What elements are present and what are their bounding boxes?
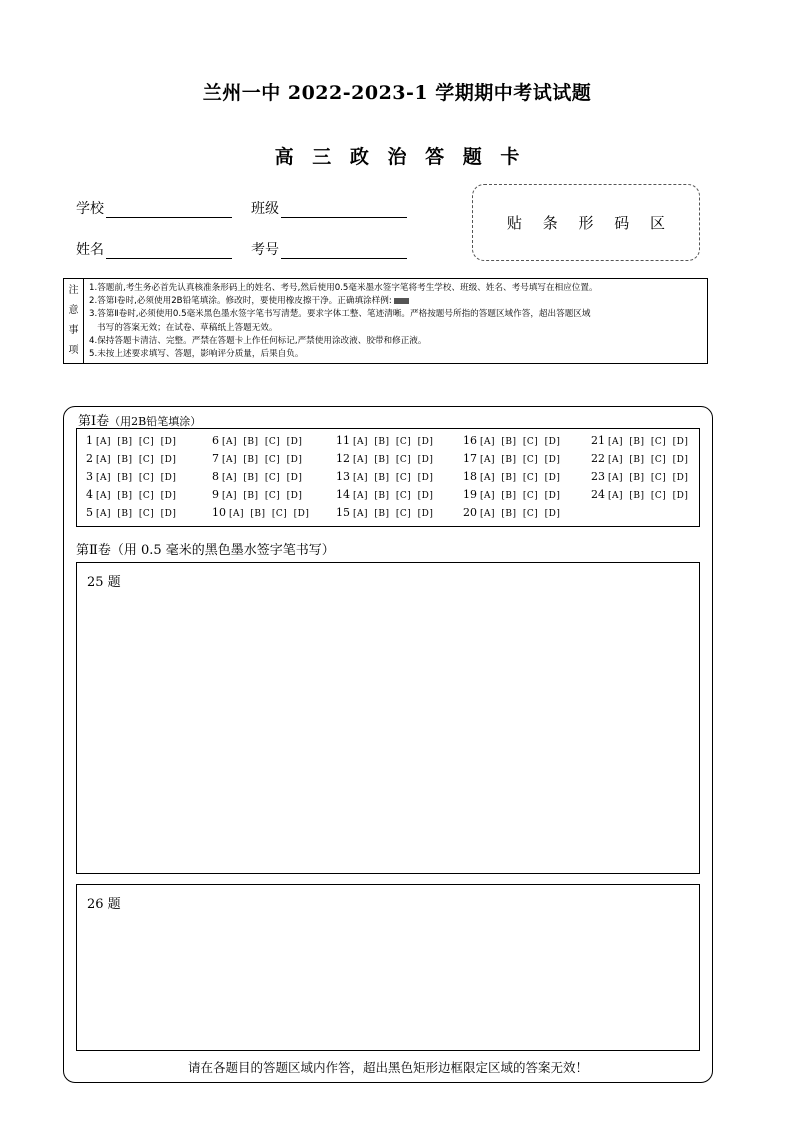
question-number: 13 — [336, 470, 350, 483]
answer-options[interactable]: [A] [B] [C] [D] — [229, 509, 310, 519]
choice-question[interactable] — [591, 488, 688, 501]
answer-options[interactable]: [A] [B] [C] [D] — [608, 473, 689, 483]
question-number: 19 — [463, 488, 477, 501]
question-number: 14 — [336, 488, 350, 501]
answer-options[interactable]: [A] [B] [C] [D] — [96, 455, 177, 465]
answer-options[interactable]: [A] [B] [C] [D] — [96, 509, 177, 519]
name-field[interactable] — [76, 239, 232, 259]
choice-question[interactable] — [212, 452, 302, 465]
question-number: 11 — [336, 434, 350, 447]
choice-question[interactable] — [463, 452, 560, 465]
question-number: 10 — [212, 506, 226, 519]
question-number: 21 — [591, 434, 605, 447]
question-number: 23 — [591, 470, 605, 483]
choice-grid — [76, 428, 700, 527]
answer-options[interactable]: [A] [B] [C] [D] — [353, 473, 434, 483]
answer-options[interactable]: [A] [B] [C] [D] — [222, 437, 303, 447]
question-number: 3 — [86, 470, 93, 483]
answer-options[interactable]: [A] [B] [C] [D] — [96, 437, 177, 447]
barcode-area — [472, 184, 700, 261]
notice-label-char: 项 — [68, 345, 79, 356]
answer-options[interactable]: [A] [B] [C] [D] — [222, 491, 303, 501]
name-line[interactable] — [106, 245, 232, 259]
question-number: 9 — [212, 488, 219, 501]
question-number: 20 — [463, 506, 477, 519]
card-subtitle: 高 三 政 治 答 题 卡 — [274, 146, 520, 168]
choice-question[interactable] — [86, 488, 176, 501]
notice-line: 5.未按上述要求填写、答题，影响评分质量，后果自负。 — [89, 349, 304, 360]
notice-line: 2.答第Ⅰ卷时,必须使用2B铅笔填涂。修改时，要使用橡皮擦干净。正确填涂样例: — [89, 296, 392, 307]
notice-label-char: 事 — [68, 325, 79, 336]
question-number: 16 — [463, 434, 477, 447]
fill-sample-mark — [394, 298, 409, 304]
barcode-label: 贴 条 形 码 区 — [506, 214, 666, 232]
answer-options[interactable]: [A] [B] [C] [D] — [353, 437, 434, 447]
name-label: 姓名 — [76, 242, 104, 258]
choice-question[interactable] — [336, 488, 433, 501]
class-line[interactable] — [281, 204, 407, 218]
choice-question[interactable] — [212, 434, 302, 447]
question-number: 22 — [591, 452, 605, 465]
answer-options[interactable]: [A] [B] [C] [D] — [480, 455, 561, 465]
footer-warning: 请在各题目的答题区域内作答，超出黑色矩形边框限定区域的答案无效！ — [187, 1060, 588, 1075]
answer-options[interactable]: [A] [B] [C] [D] — [480, 509, 561, 519]
question-number: 8 — [212, 470, 219, 483]
question-number: 18 — [463, 470, 477, 483]
choice-question[interactable] — [591, 470, 688, 483]
question-number: 7 — [212, 452, 219, 465]
question-number: 17 — [463, 452, 477, 465]
section1-label: 第Ⅰ卷 — [78, 414, 110, 429]
choice-question[interactable] — [86, 470, 176, 483]
question-25-label: 25 题 — [87, 575, 121, 590]
choice-question[interactable] — [86, 506, 176, 519]
school-line[interactable] — [106, 204, 232, 218]
answer-options[interactable]: [A] [B] [C] [D] — [353, 455, 434, 465]
choice-question[interactable] — [463, 506, 560, 519]
answer-options[interactable]: [A] [B] [C] [D] — [353, 509, 434, 519]
answer-options[interactable]: [A] [B] [C] [D] — [480, 473, 561, 483]
exam-no-line[interactable] — [281, 245, 407, 259]
choice-question[interactable] — [463, 488, 560, 501]
school-field[interactable] — [76, 198, 232, 218]
notice-label — [64, 279, 84, 363]
choice-question[interactable] — [336, 452, 433, 465]
answer-options[interactable]: [A] [B] [C] [D] — [480, 437, 561, 447]
answer-options[interactable]: [A] [B] [C] [D] — [96, 473, 177, 483]
choice-question[interactable] — [336, 434, 433, 447]
answer-options[interactable]: [A] [B] [C] [D] — [96, 491, 177, 501]
choice-question[interactable] — [463, 434, 560, 447]
choice-question[interactable] — [591, 452, 688, 465]
notice-label-char: 注 — [68, 285, 79, 296]
answer-options[interactable]: [A] [B] [C] [D] — [222, 473, 303, 483]
answer-options[interactable]: [A] [B] [C] [D] — [608, 455, 689, 465]
notice-line: 1.答题前,考生务必首先认真核准条形码上的姓名、考号,然后使用0.5毫米墨水签字笔将考生学校、班级、姓名、考号填写在相应位置。 — [89, 283, 598, 293]
choice-question[interactable] — [212, 488, 302, 501]
choice-question[interactable] — [86, 434, 176, 447]
question-number: 5 — [86, 506, 93, 519]
question-number: 12 — [336, 452, 350, 465]
class-label: 班级 — [251, 201, 279, 217]
question-number: 1 — [86, 434, 93, 447]
page-title: 兰州一中 2022-2023-1 学期期中考试试题 — [202, 82, 592, 104]
choice-question[interactable] — [463, 470, 560, 483]
answer-options[interactable]: [A] [B] [C] [D] — [480, 491, 561, 501]
question-number: 6 — [212, 434, 219, 447]
question-number: 4 — [86, 488, 93, 501]
school-label: 学校 — [76, 201, 104, 217]
question-number: 24 — [591, 488, 605, 501]
notice-box — [63, 278, 708, 364]
choice-question[interactable] — [212, 470, 302, 483]
section1-title — [78, 410, 201, 429]
notice-line-with-sample — [89, 295, 703, 308]
notice-label-char: 意 — [68, 305, 79, 316]
choice-question[interactable] — [212, 506, 309, 519]
choice-question[interactable] — [591, 434, 688, 447]
exam-no-field[interactable] — [251, 239, 407, 259]
answer-box-26[interactable] — [76, 884, 700, 1051]
notice-line: 3.答第Ⅱ卷时,必须使用0.5毫米黑色墨水签字笔书写清楚。要求字体工整、笔迹清晰。严格按题号所指的答题区域作答，超出答题区域 — [89, 309, 591, 320]
choice-question[interactable] — [336, 506, 433, 519]
class-field[interactable] — [251, 198, 407, 218]
notice-body — [84, 279, 707, 363]
answer-box-25[interactable] — [76, 562, 700, 874]
answer-options[interactable]: [A] [B] [C] [D] — [608, 491, 689, 501]
section2-title: 第Ⅱ卷（用 0.5 毫米的黑色墨水签字笔书写） — [76, 543, 335, 558]
question-26-label: 26 题 — [87, 897, 121, 912]
notice-line: 书写的答案无效；在试卷、草稿纸上答题无效。 — [97, 322, 278, 333]
answer-options[interactable]: [A] [B] [C] [D] — [608, 437, 689, 447]
exam-no-label: 考号 — [251, 242, 279, 258]
question-number: 2 — [86, 452, 93, 465]
answer-options[interactable]: [A] [B] [C] [D] — [353, 491, 434, 501]
notice-line: 4.保持答题卡清洁、完整。严禁在答题卡上作任何标记,严禁使用涂改液、胶带和修正液。 — [89, 335, 427, 346]
answer-options[interactable]: [A] [B] [C] [D] — [222, 455, 303, 465]
section1-note: （用2B铅笔填涂） — [109, 415, 202, 428]
choice-question[interactable] — [86, 452, 176, 465]
choice-question[interactable] — [336, 470, 433, 483]
question-number: 15 — [336, 506, 350, 519]
